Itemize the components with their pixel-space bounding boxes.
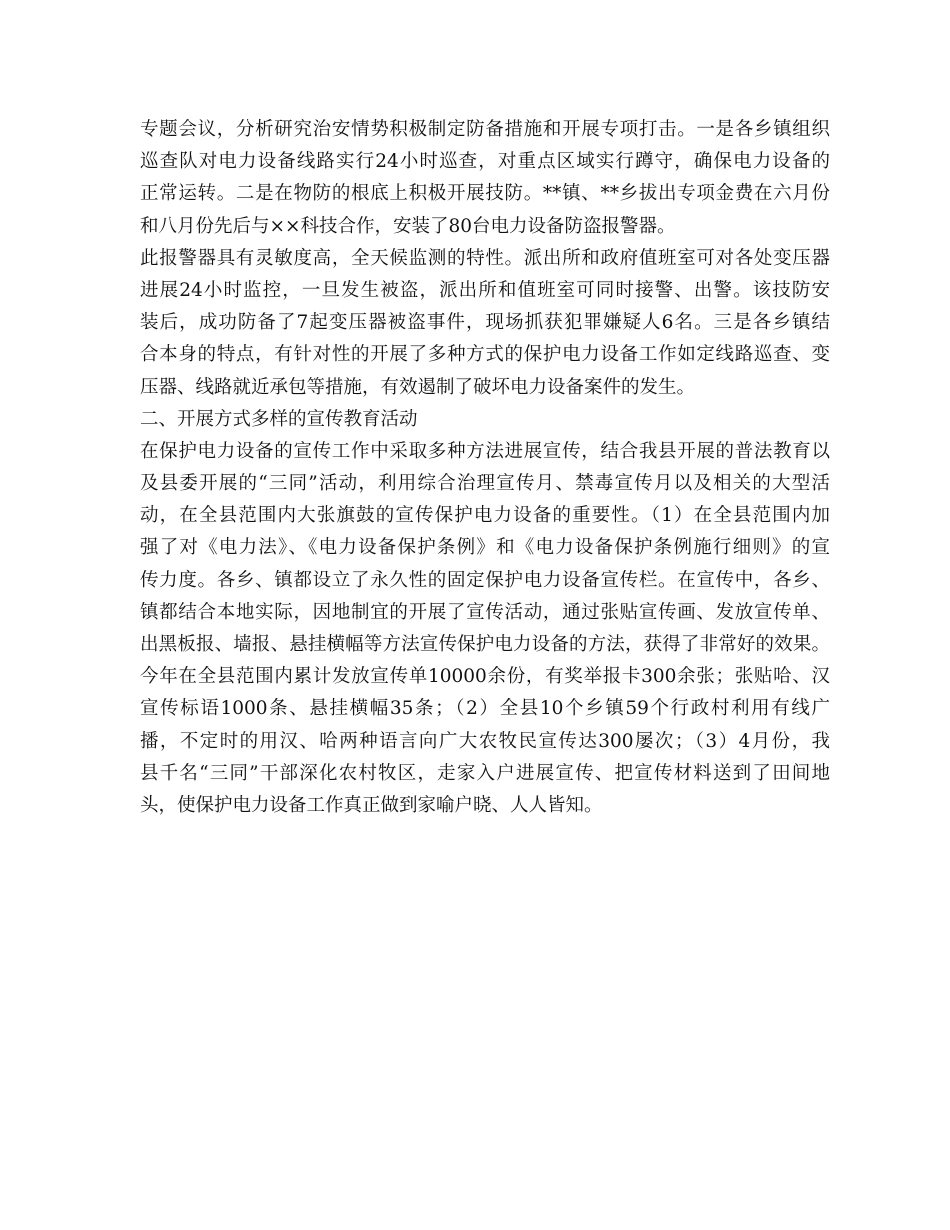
- text-line: 头，使保护电力设备工作真正做到家喻户晓、人人皆知。: [140, 794, 603, 816]
- text-line: 和八月份先后与××科技合作，安装了80台电力设备防盗报警器。: [140, 215, 676, 237]
- text-line: 今年在全县范围内累计发放宣传单10000余份，有奖举报卡300余张；张贴哈、汉: [140, 666, 830, 688]
- text-line: 压器、线路就近承包等措施，有效遏制了破坏电力设备案件的发生。: [140, 376, 696, 398]
- text-line: 出黑板报、墙报、悬挂横幅等方法宣传保护电力设备的方法，获得了非常好的效果。: [140, 634, 830, 655]
- text-line: 强了对《电力法》、《电力设备保护条例》和《电力设备保护条例施行细则》的宣: [140, 537, 830, 559]
- text-line: 合本身的特点，有针对性的开展了多种方式的保护电力设备工作如定线路巡查、变: [140, 344, 830, 366]
- text-line: 专题会议，分析研究治安情势积极制定防备措施和开展专项打击。一是各乡镇组织: [140, 119, 830, 140]
- text-line: 镇都结合本地实际，因地制宜的开展了宣传活动，通过张贴宣传画、发放宣传单、: [140, 601, 830, 623]
- text-line: 传力度。各乡、镇都设立了永久性的固定保护电力设备宣传栏。在宣传中，各乡、: [140, 569, 830, 591]
- text-line: 此报警器具有灵敏度高，全天候监测的特性。派出所和政府值班室可对各处变压器: [140, 247, 830, 269]
- text-line: 县千名“三同”干部深化农村牧区，走家入户进展宣传、把宣传材料送到了田间地: [140, 762, 830, 784]
- text-line: 进展24小时监控，一旦发生被盗，派出所和值班室可同时接警、出警。该技防安: [140, 279, 830, 301]
- text-line: 播，不定时的用汉、哈两种语言向广大农牧民宣传达300屡次；（3）4月份，我: [140, 730, 830, 752]
- text-line: 装后，成功防备了7起变压器被盗事件，现场抓获犯罪嫌疑人6名。三是各乡镇结: [140, 312, 830, 334]
- text-line: 动，在全县范围内大张旗鼓的宣传保护电力设备的重要性。（1）在全县范围内加: [140, 505, 830, 527]
- text-line: 巡查队对电力设备线路实行24小时巡查，对重点区域实行蹲守，确保电力设备的: [140, 151, 830, 173]
- section-heading: 二、开展方式多样的宣传教育活动: [140, 408, 418, 430]
- text-line: 宣传标语1000条、悬挂横幅35条；（2）全县10个乡镇59个行政村利用有线广: [140, 698, 830, 720]
- text-line: 正常运转。二是在物防的根底上积极开展技防。**镇、**乡拔出专项金费在六月份: [140, 183, 830, 205]
- text-line: 及县委开展的“三同”活动，利用综合治理宣传月、禁毒宣传月以及相关的大型活: [140, 473, 830, 495]
- document-page: [140, 114, 830, 822]
- text-line: 在保护电力设备的宣传工作中采取多种方法进展宣传，结合我县开展的普法教育以: [140, 440, 830, 462]
